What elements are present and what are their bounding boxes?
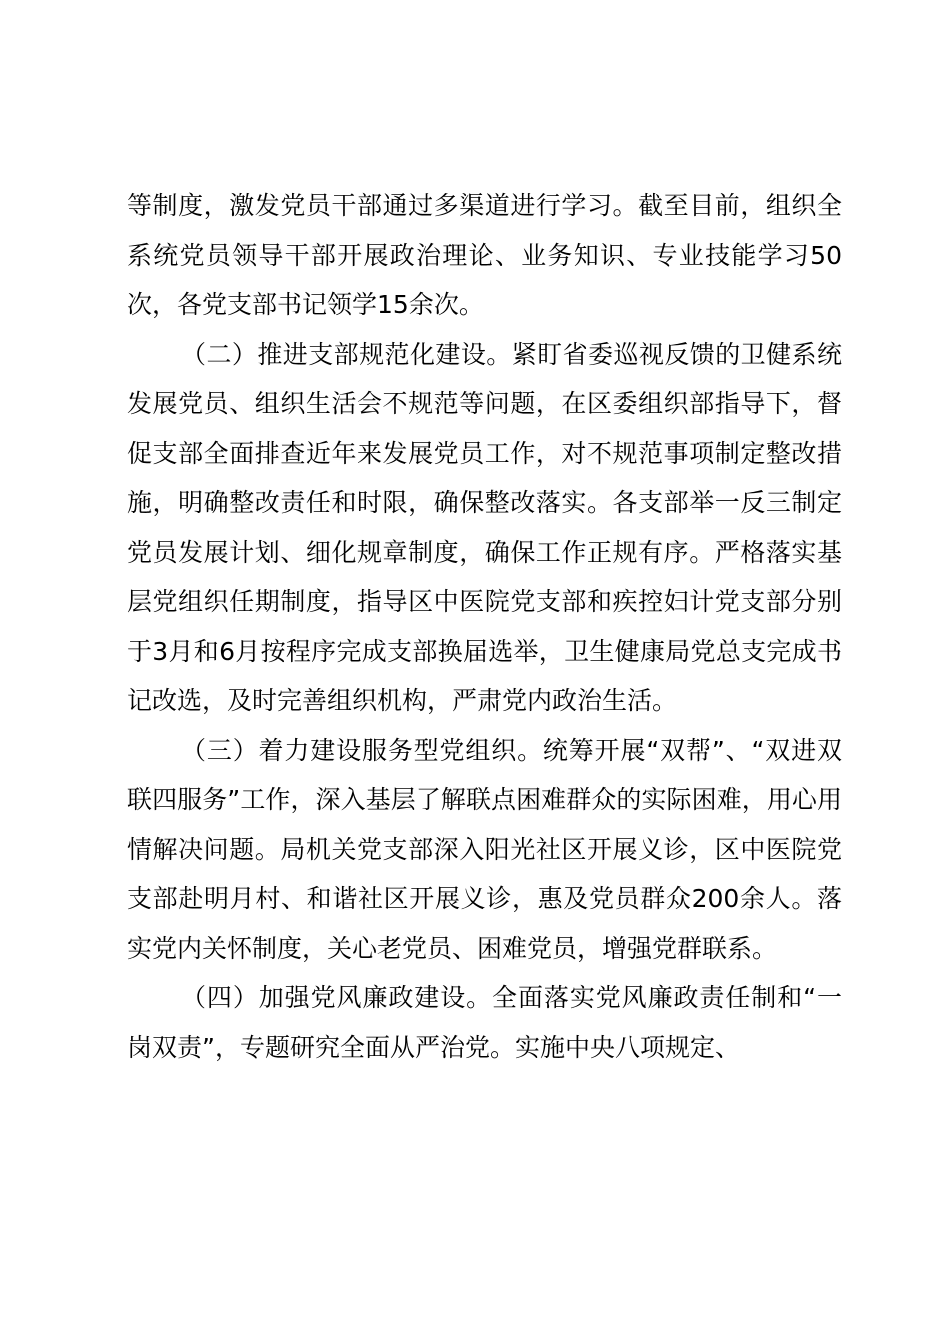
paragraph-service-organization: （三）着力建设服务型党组织。统筹开展“双帮”、“双进双联四服务”工作，深入基层了解联点困难群众的实际困难，用心用情解决问题。局机关党支部深入阳光社区开展义诊，区中医院党支部赴明月村、和谐社区开展义诊，惠及党员群众200余人。落实党内关怀制度，关心老党员、困难党员，增强党群联系。 [127, 735, 842, 963]
document-body [127, 181, 842, 1072]
paragraph-integrity-building: （四）加强党风廉政建设。全面落实党风廉政责任制和“一岗双责”，专题研究全面从严治党。实施中央八项规定、 [127, 983, 842, 1062]
paragraph-study-summary: 等制度，激发党员干部通过多渠道进行学习。截至目前，组织全系统党员领导干部开展政治理论、业务知识、专业技能学习50次，各党支部书记领学15余次。 [127, 191, 842, 319]
paragraph-branch-standardization: （二）推进支部规范化建设。紧盯省委巡视反馈的卫健系统发展党员、组织生活会不规范等问题，在区委组织部指导下，督促支部全面排查近年来发展党员工作，对不规范事项制定整改措施，明确整改责任和时限，确保整改落实。各支部举一反三制定党员发展计划、细化规章制度，确保工作正规有序。严格落实基层党组织任期制度，指导区中医院党支部和疾控妇计党支部分别于3月和6月按程序完成支部换届选举，卫生健康局党总支完成书记改选，及时完善组织机构，严肃党内政治生活。 [127, 339, 842, 715]
